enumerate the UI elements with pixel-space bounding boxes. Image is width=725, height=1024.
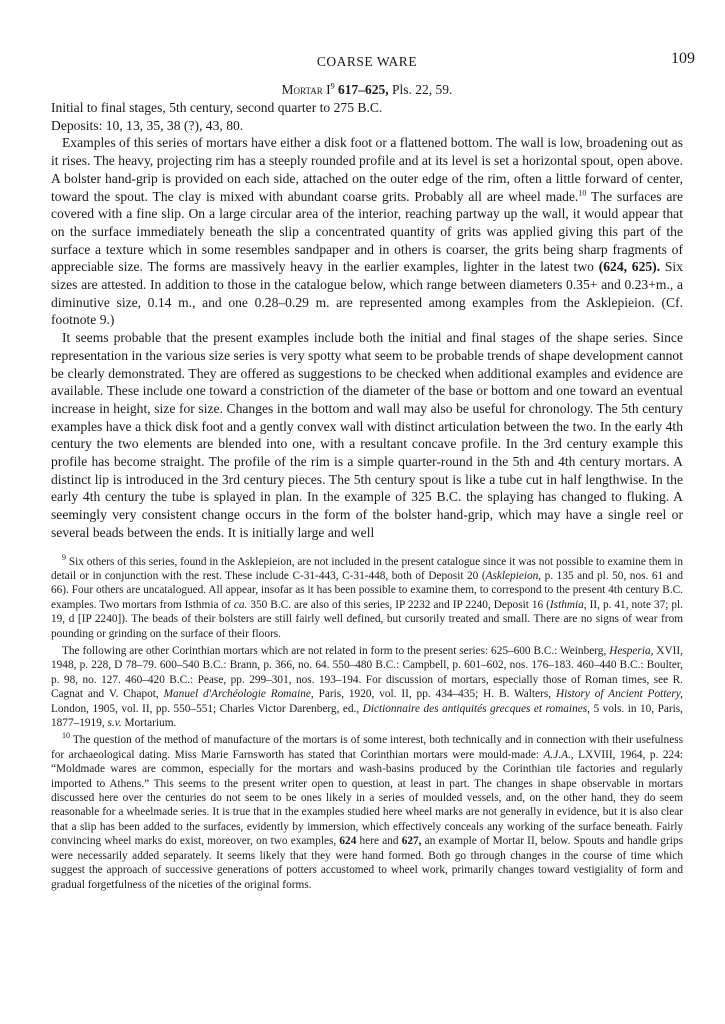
footnote-9b-text: 5 vols. in 10, Paris, 1877–1919,: [51, 702, 683, 730]
paragraph-1: [51, 134, 683, 329]
footnote-9b-italic: Manuel d'Archéologie Romaine,: [163, 688, 314, 701]
plates-ref: Pls. 22, 59.: [388, 82, 453, 97]
running-title: COARSE WARE: [316, 54, 418, 69]
catalogue-numbers: 617–625,: [338, 82, 389, 97]
footnote-9b-italic: s.v.: [107, 717, 122, 730]
body-text: [51, 134, 683, 541]
footnote-9b-italic: Dictionnaire des antiquités grecques et romaines,: [362, 702, 590, 715]
footnote-9-italic: Asklepieion,: [485, 569, 542, 582]
footnote-9b-italic: Hesperia,: [609, 645, 654, 658]
footnote-9b-text: London, 1905, vol. II, pp. 550–551; Charles Victor Darenberg, ed.,: [51, 702, 363, 715]
footnote-9b-text: Paris, 1920, vol. II, pp. 434–435; H. B. Walters,: [313, 688, 556, 701]
section-heading-label: Mortar I: [281, 82, 331, 97]
footnote-9-continuation: [51, 644, 683, 730]
footnote-ref-9: 9: [330, 81, 335, 91]
footnote-10-text: LXVIII, 1964, p. 224: “Moldmade wares are common, especially for the mortars and wash-basins produced by the Corinthian tile factories and regularly imported to Athens.” This seems to the present writer open to question, at least in part. The changes in shape observable in mortars discussed here over the centuries do not seem to be ones likely in a series of moulded vessels, and, on the other hand, they do seem reasonable for a wheelmade series. It is true that in the examples studied here wheel marks are not generally in evidence, but it is also clear that a slip has been added to the surfaces, evidently by immersion, which effectively conceals any working of the surface beneath. Fairly convincing wheel marks do exist, moreover, on two examples,: [51, 748, 683, 848]
footnote-9b-text: Mortarium.: [121, 717, 177, 730]
section-heading: [51, 82, 683, 98]
footnote-9-text: Six others of this series, found in the Asklepieion, are not included in the present catalogue since it was not possible to examine them in detail or in conjunction with the rest. These include C-31-443, C-31-448, both of Deposit 20 (: [51, 555, 683, 582]
footnote-9b-text: The following are other Corinthian mortars which are not related in form to the present series: 625–600 B.C.: Weinberg,: [62, 645, 610, 658]
footnote-10-mark: 10: [62, 731, 70, 741]
footnote-9: [51, 552, 683, 641]
footnote-9b-text: XVII, 1948, p. 228, D 78–79. 600–540 B.C.: Brann, p. 366, no. 64. 550–480 B.C.: Campbell, p. 601–602, nos. 176–183. 460–440 B.C.: Boulter, p. 98, no. 127. 460–420 B.C.: Pease, pp. 299–301, nos. 193–194. For discussion of mortars, especially those of Roman times, see R. Cagnat and V. Chapot,: [51, 645, 683, 701]
paragraph-1-bold-ref: (624, 625).: [598, 259, 661, 275]
paragraph-1-part-c: Six sizes are attested. In addition to those in the catalogue below, which range between diameters 0.35+ and 0.23+m., a diminutive size, 0.14 m., and one 0.28–0.29 m. are represented among examples from the Asklepieion. (Cf. footnote 9.): [51, 259, 683, 328]
paragraph-1-part-b: The surfaces are covered with a fine slip. On a large circular area of the interior, reaching partway up the wall, it would appear that on the surface immediately beneath the slip a concentrated quantity of grits was applied giving this part of the surface a texture which in some resembles sandpaper and in others is coarser, the grits being sharp fragments of appreciable size. The forms are massively heavy in the earlier examples, lighter in the latest two: [51, 188, 683, 275]
footnote-10-text: an example of Mortar II, below. Spouts and handle grips were necessarily added separately. It seems likely that they were hand formed. Both go through changes in the course of time which suggest the approach of successive generations of potters accustomed to wheel work, primarily changes toward vestigiality of form and gradual forgetfulness of the niceties of the original forms.: [51, 835, 683, 891]
footnote-9b-italic: History of Ancient Pottery,: [555, 688, 684, 701]
paragraph-2: It seems probable that the present examples include both the initial and final stages of the shape series. Since representation in the various size series is very spotty what seem to be probable trends of shape development cannot be clearly demonstrated. They are offered as suggestions to be checked when additional examples and evidence are available. These include one toward a constriction of the diameter of the base or bottom and one toward an eventual increase in height, size for size. Changes in the bottom and wall may also be useful for chronology. The 5th century examples have a thick disk foot and a gently convex wall with distinct articulation between the two. In the early 4th century the two elements are blended into one, with a resultant concave profile. In the 3rd century example this profile has become straight. The profile of the rim is a simple quarter-round in the 5th and 4th century mortars. A distinct lip is introduced in the 3rd century pieces. The 5th century spout is like a tube cut in half lengthwise. In the early 4th century the tube is splayed in plan. In the example of 325 B.C. the splaying has changed to fluking. A seemingly very consistent change occurs in the form of the bolster hand-grip, which may have a single reel or several beads between the ends. It is initially large and well: [51, 330, 683, 540]
paragraph-1-part-a: Examples of this series of mortars have either a disk foot or a flattened bottom. The wall is low, broadening out as it rises. The heavy, projecting rim has a steeply rounded profile and at its level is set a horizontal spout, open above. A bolster hand-grip is provided on each side, attached on the outer edge of the rim, often a little forward of center, toward the spout. The clay is mixed with abundant coarse grits. Probably all are wheel made.: [51, 135, 683, 204]
footnote-10-italic: A.J.A.,: [543, 748, 574, 761]
footnote-ref-10: 10: [578, 187, 587, 197]
footnote-9-text: II, p. 41, note 37; pl. 19, d [IP 2240]). The beads of their bolsters are still fairly well defined, but cursorily treated and small. There are no signs of wear from pounding or grinding on the surface of their floors.: [51, 598, 683, 640]
page-number: 109: [671, 50, 695, 67]
deposits-line: Deposits: 10, 13, 35, 38 (?), 43, 80.: [51, 117, 244, 133]
footnote-10-text: The question of the method of manufacture of the mortars is of some interest, both technically and in connection with their usefulness for archaeological dating. Miss Marie Farnsworth has stated that Corinthian mortars were mould-made:: [51, 734, 683, 761]
footnote-10-text: here and: [356, 835, 402, 848]
footnotes: [51, 552, 684, 892]
date-line: Initial to final stages, 5th century, second quarter to 275 B.C.: [51, 100, 383, 115]
footnote-9-italic: Isthmia,: [549, 598, 587, 611]
page-header: [51, 50, 695, 78]
footnote-9-text: 350 B.C. are also of this series, IP 2232 and IP 2240, Deposit 16 (: [247, 598, 550, 611]
page: [51, 50, 695, 895]
footnote-10-bold-ref: 624: [339, 835, 357, 848]
footnote-9-mark: 9: [62, 552, 66, 562]
footnote-9-text: p. 135 and pl. 50, nos. 61 and 66). Four others are uncatalogued. All appear, insofar as it has been possible to examine them, to correspond to the present 4th century B.C. examples. Two mortars from Isthmia of: [51, 569, 683, 611]
footnote-10-bold-ref: 627,: [401, 835, 422, 848]
footnote-10: [51, 733, 683, 891]
footnote-9-italic: ca.: [233, 598, 248, 611]
